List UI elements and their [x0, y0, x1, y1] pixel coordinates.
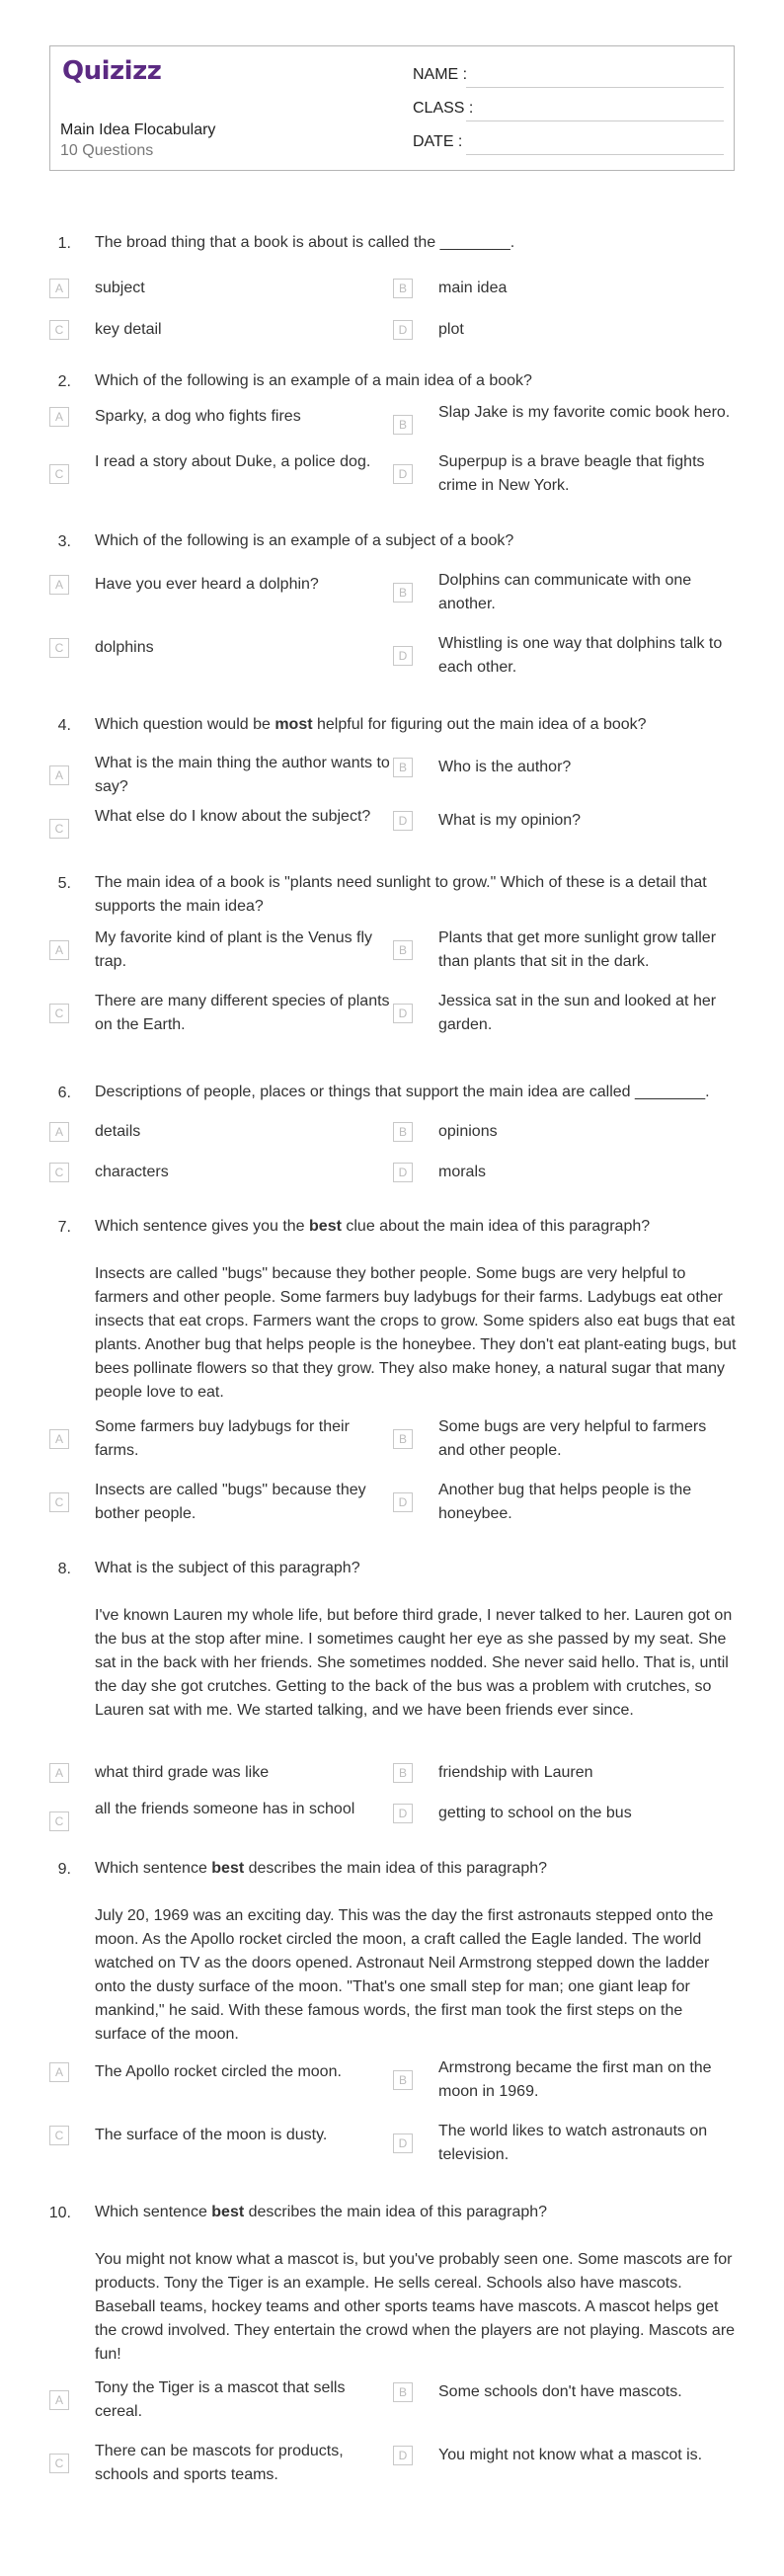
question-emphasis: best [309, 1218, 342, 1235]
option-text: Dolphins can communicate with one another. [438, 572, 692, 612]
class-field[interactable] [413, 98, 724, 121]
option-text: Insects are called "bugs" because they bother people. [95, 1482, 366, 1522]
option-letter-badge: A [49, 765, 69, 785]
reading-passage: You might not know what a mascot is, but you've probably seen one. Some mascots are for products. Tony the Tiger is an example. He sells cereal. Schools also have mascots. Baseball teams, hockey teams and other sports teams have mascots. A mascot helps get the crowd involved. They entertain the crowd when the players are not playing. Mascots are fun! [95, 2251, 736, 2363]
option-letter-badge: D [393, 2446, 413, 2465]
option-letter-badge: D [393, 811, 413, 831]
option-letter-badge: A [49, 940, 69, 960]
name-label: NAME : [413, 66, 468, 83]
option-text: Some farmers buy ladybugs for their farms. [95, 1418, 350, 1459]
question-text-part: What is the subject of this paragraph? [95, 1560, 360, 1576]
question-text-part: Which sentence [95, 1860, 212, 1877]
option-letter-badge: C [49, 1811, 69, 1831]
option-text: I read a story about Duke, a police dog. [95, 453, 371, 470]
option-text: opinions [438, 1123, 498, 1140]
question-number: 2. [57, 373, 71, 390]
option-letter-badge: D [393, 1804, 413, 1823]
question-text-part: Which sentence gives you the [95, 1218, 310, 1235]
question-text-part: Which of the following is an example of a main idea of a book? [95, 372, 532, 389]
quizizz-logo: Quizizz [62, 56, 162, 86]
date-line [466, 154, 724, 155]
option-text: Tony the Tiger is a mascot that sells cereal. [95, 2379, 346, 2420]
reading-passage: Insects are called "bugs" because they bother people. Some bugs are very helpful to farmers and other people. Some farmers buy ladybugs for their farms. Ladybugs eat other insects that eat crops. Farmers want the crops to grow. Some spiders also eat bugs that eat plants. Another bug that helps people is the honeybee. They don't eat plant-eating bugs, but bees pollinate flowers so that they grow. They also make honey, a natural sugar that many people love to eat. [95, 1265, 737, 1401]
option-text: all the friends someone has in school [95, 1801, 355, 1817]
option-letter-badge: C [49, 2454, 69, 2473]
question-text [95, 369, 737, 393]
name-line [466, 87, 724, 88]
option-letter-badge: C [49, 1492, 69, 1512]
question-number: 3. [57, 533, 71, 550]
option-letter-badge: A [49, 1429, 69, 1449]
option-letter-badge: C [49, 464, 69, 484]
date-field[interactable] [413, 131, 724, 155]
question-text [95, 871, 737, 919]
option-text: key detail [95, 321, 162, 338]
option-text: Another bug that helps people is the honeybee. [438, 1482, 692, 1522]
option-letter-badge: B [393, 758, 413, 777]
question-text [95, 231, 737, 255]
question-emphasis: most [274, 716, 313, 733]
option-letter-badge: D [393, 1492, 413, 1512]
option-text: details [95, 1123, 141, 1140]
option-letter-badge: C [49, 638, 69, 658]
option-letter-badge: A [49, 279, 69, 298]
question-text-part: Descriptions of people, places or things that support the main idea are called ________. [95, 1084, 710, 1100]
question-text [95, 1857, 737, 1881]
option-text: The surface of the moon is dusty. [95, 2127, 328, 2143]
option-text: getting to school on the bus [438, 1805, 632, 1821]
option-letter-badge: D [393, 2133, 413, 2153]
option-text: main idea [438, 280, 508, 296]
option-text: My favorite kind of plant is the Venus fly trap. [95, 929, 373, 970]
option-text: Have you ever heard a dolphin? [95, 576, 319, 593]
option-text: Who is the author? [438, 759, 572, 775]
option-letter-badge: A [49, 2390, 69, 2410]
option-letter-badge: B [393, 1429, 413, 1449]
option-text: Whistling is one way that dolphins talk to each other. [438, 635, 723, 676]
option-letter-badge: C [49, 2126, 69, 2145]
option-letter-badge: B [393, 1763, 413, 1783]
option-letter-badge: A [49, 1122, 69, 1142]
option-text: Superpup is a brave beagle that fights crime in New York. [438, 453, 705, 494]
option-letter-badge: B [393, 2382, 413, 2402]
question-text [95, 713, 737, 737]
option-letter-badge: B [393, 1122, 413, 1142]
question-number: 9. [57, 1861, 71, 1878]
option-text: what third grade was like [95, 1764, 270, 1781]
question-text-part: Which sentence [95, 2204, 212, 2220]
option-letter-badge: D [393, 1004, 413, 1023]
question-number: 4. [57, 717, 71, 734]
option-text: subject [95, 280, 145, 296]
option-text: You might not know what a mascot is. [438, 2447, 703, 2463]
option-text: What is the main thing the author wants to say? [95, 755, 390, 795]
worksheet-header [49, 45, 735, 171]
question-count: 10 Questions [60, 142, 154, 159]
question-number: 6. [57, 1085, 71, 1101]
question-text-part: clue about the main idea of this paragraph? [341, 1218, 651, 1235]
option-letter-badge: C [49, 1163, 69, 1182]
question-text-part: describes the main idea of this paragraph? [244, 1860, 548, 1877]
option-letter-badge: A [49, 575, 69, 595]
option-text: What else do I know about the subject? [95, 808, 371, 825]
option-letter-badge: D [393, 464, 413, 484]
reading-passage: I've known Lauren my whole life, but before third grade, I never talked to her. Lauren got on the bus at the stop after mine. I sometimes caught her eye as she passed by my seat. She sat in the back with her friends. She sometimes nodded. She never said hello. That is, until the day she got crutches. Getting to the back of the bus was a problem with crutches, so Lauren sat with me. We started talking, and we have been friends ever since. [95, 1607, 733, 1719]
option-text: Jessica sat in the sun and looked at her garden. [438, 993, 717, 1033]
name-field[interactable] [413, 64, 724, 88]
option-text: There are many different species of plants on the Earth. [95, 993, 390, 1033]
question-text-part: helpful for figuring out the main idea of a book? [312, 716, 647, 733]
question-text [95, 529, 737, 553]
question-text [95, 1215, 737, 1239]
option-text: There can be mascots for products, schools and sports teams. [95, 2443, 344, 2483]
option-letter-badge: C [49, 819, 69, 839]
option-letter-badge: C [49, 320, 69, 340]
question-text-part: describes the main idea of this paragraph? [244, 2204, 548, 2220]
option-text: Some bugs are very helpful to farmers and other people. [438, 1418, 707, 1459]
option-text: dolphins [95, 639, 154, 656]
option-text: morals [438, 1164, 487, 1180]
option-text: The Apollo rocket circled the moon. [95, 2063, 342, 2080]
question-emphasis: best [211, 1860, 245, 1877]
option-text: friendship with Lauren [438, 1764, 593, 1781]
option-text: What is my opinion? [438, 812, 582, 829]
option-letter-badge: D [393, 320, 413, 340]
option-letter-badge: B [393, 2070, 413, 2090]
question-text [95, 1081, 737, 1104]
question-text-part: Which of the following is an example of a subject of a book? [95, 532, 514, 549]
option-letter-badge: A [49, 407, 69, 427]
question-text [95, 2201, 737, 2224]
option-text: characters [95, 1164, 169, 1180]
question-number: 10. [48, 2205, 71, 2221]
question-text-part: Which question would be [95, 716, 275, 733]
question-text [95, 1557, 737, 1580]
option-letter-badge: D [393, 1163, 413, 1182]
question-text-part: The main idea of a book is "plants need sunlight to grow." Which of these is a detail that supports the main idea? [95, 874, 707, 915]
option-letter-badge: D [393, 646, 413, 666]
option-letter-badge: B [393, 583, 413, 603]
option-text: Slap Jake is my favorite comic book hero. [438, 404, 731, 421]
date-label: DATE : [413, 133, 463, 150]
question-number: 1. [57, 235, 71, 252]
class-label: CLASS : [413, 100, 474, 117]
option-letter-badge: A [49, 1763, 69, 1783]
question-number: 8. [57, 1561, 71, 1577]
question-text-part: The broad thing that a book is about is called the ________. [95, 234, 515, 251]
option-text: Armstrong became the first man on the moon in 1969. [438, 2059, 712, 2100]
reading-passage: July 20, 1969 was an exciting day. This was the day the first astronauts stepped onto the moon. As the Apollo rocket circled the moon, a craft called the Eagle landed. The world watched on TV as the doors opened. Astronaut Neil Armstrong stepped down the ladder onto the dusty surface of the moon. "That's one small step for man; one giant leap for mankind," he said. With these famous words, the first man took the first steps on the surface of the moon. [95, 1907, 714, 2043]
question-emphasis: best [211, 2204, 245, 2220]
option-letter-badge: B [393, 940, 413, 960]
option-letter-badge: B [393, 415, 413, 435]
option-text: The world likes to watch astronauts on television. [438, 2123, 708, 2163]
option-letter-badge: C [49, 1004, 69, 1023]
option-letter-badge: A [49, 2062, 69, 2082]
option-text: plot [438, 321, 464, 338]
question-number: 5. [57, 875, 71, 892]
option-letter-badge: B [393, 279, 413, 298]
option-text: Plants that get more sunlight grow taller than plants that sit in the dark. [438, 929, 717, 970]
option-text: Some schools don't have mascots. [438, 2383, 682, 2400]
question-number: 7. [57, 1219, 71, 1236]
option-text: Sparky, a dog who fights fires [95, 408, 301, 425]
worksheet-title: Main Idea Flocabulary [60, 121, 216, 138]
